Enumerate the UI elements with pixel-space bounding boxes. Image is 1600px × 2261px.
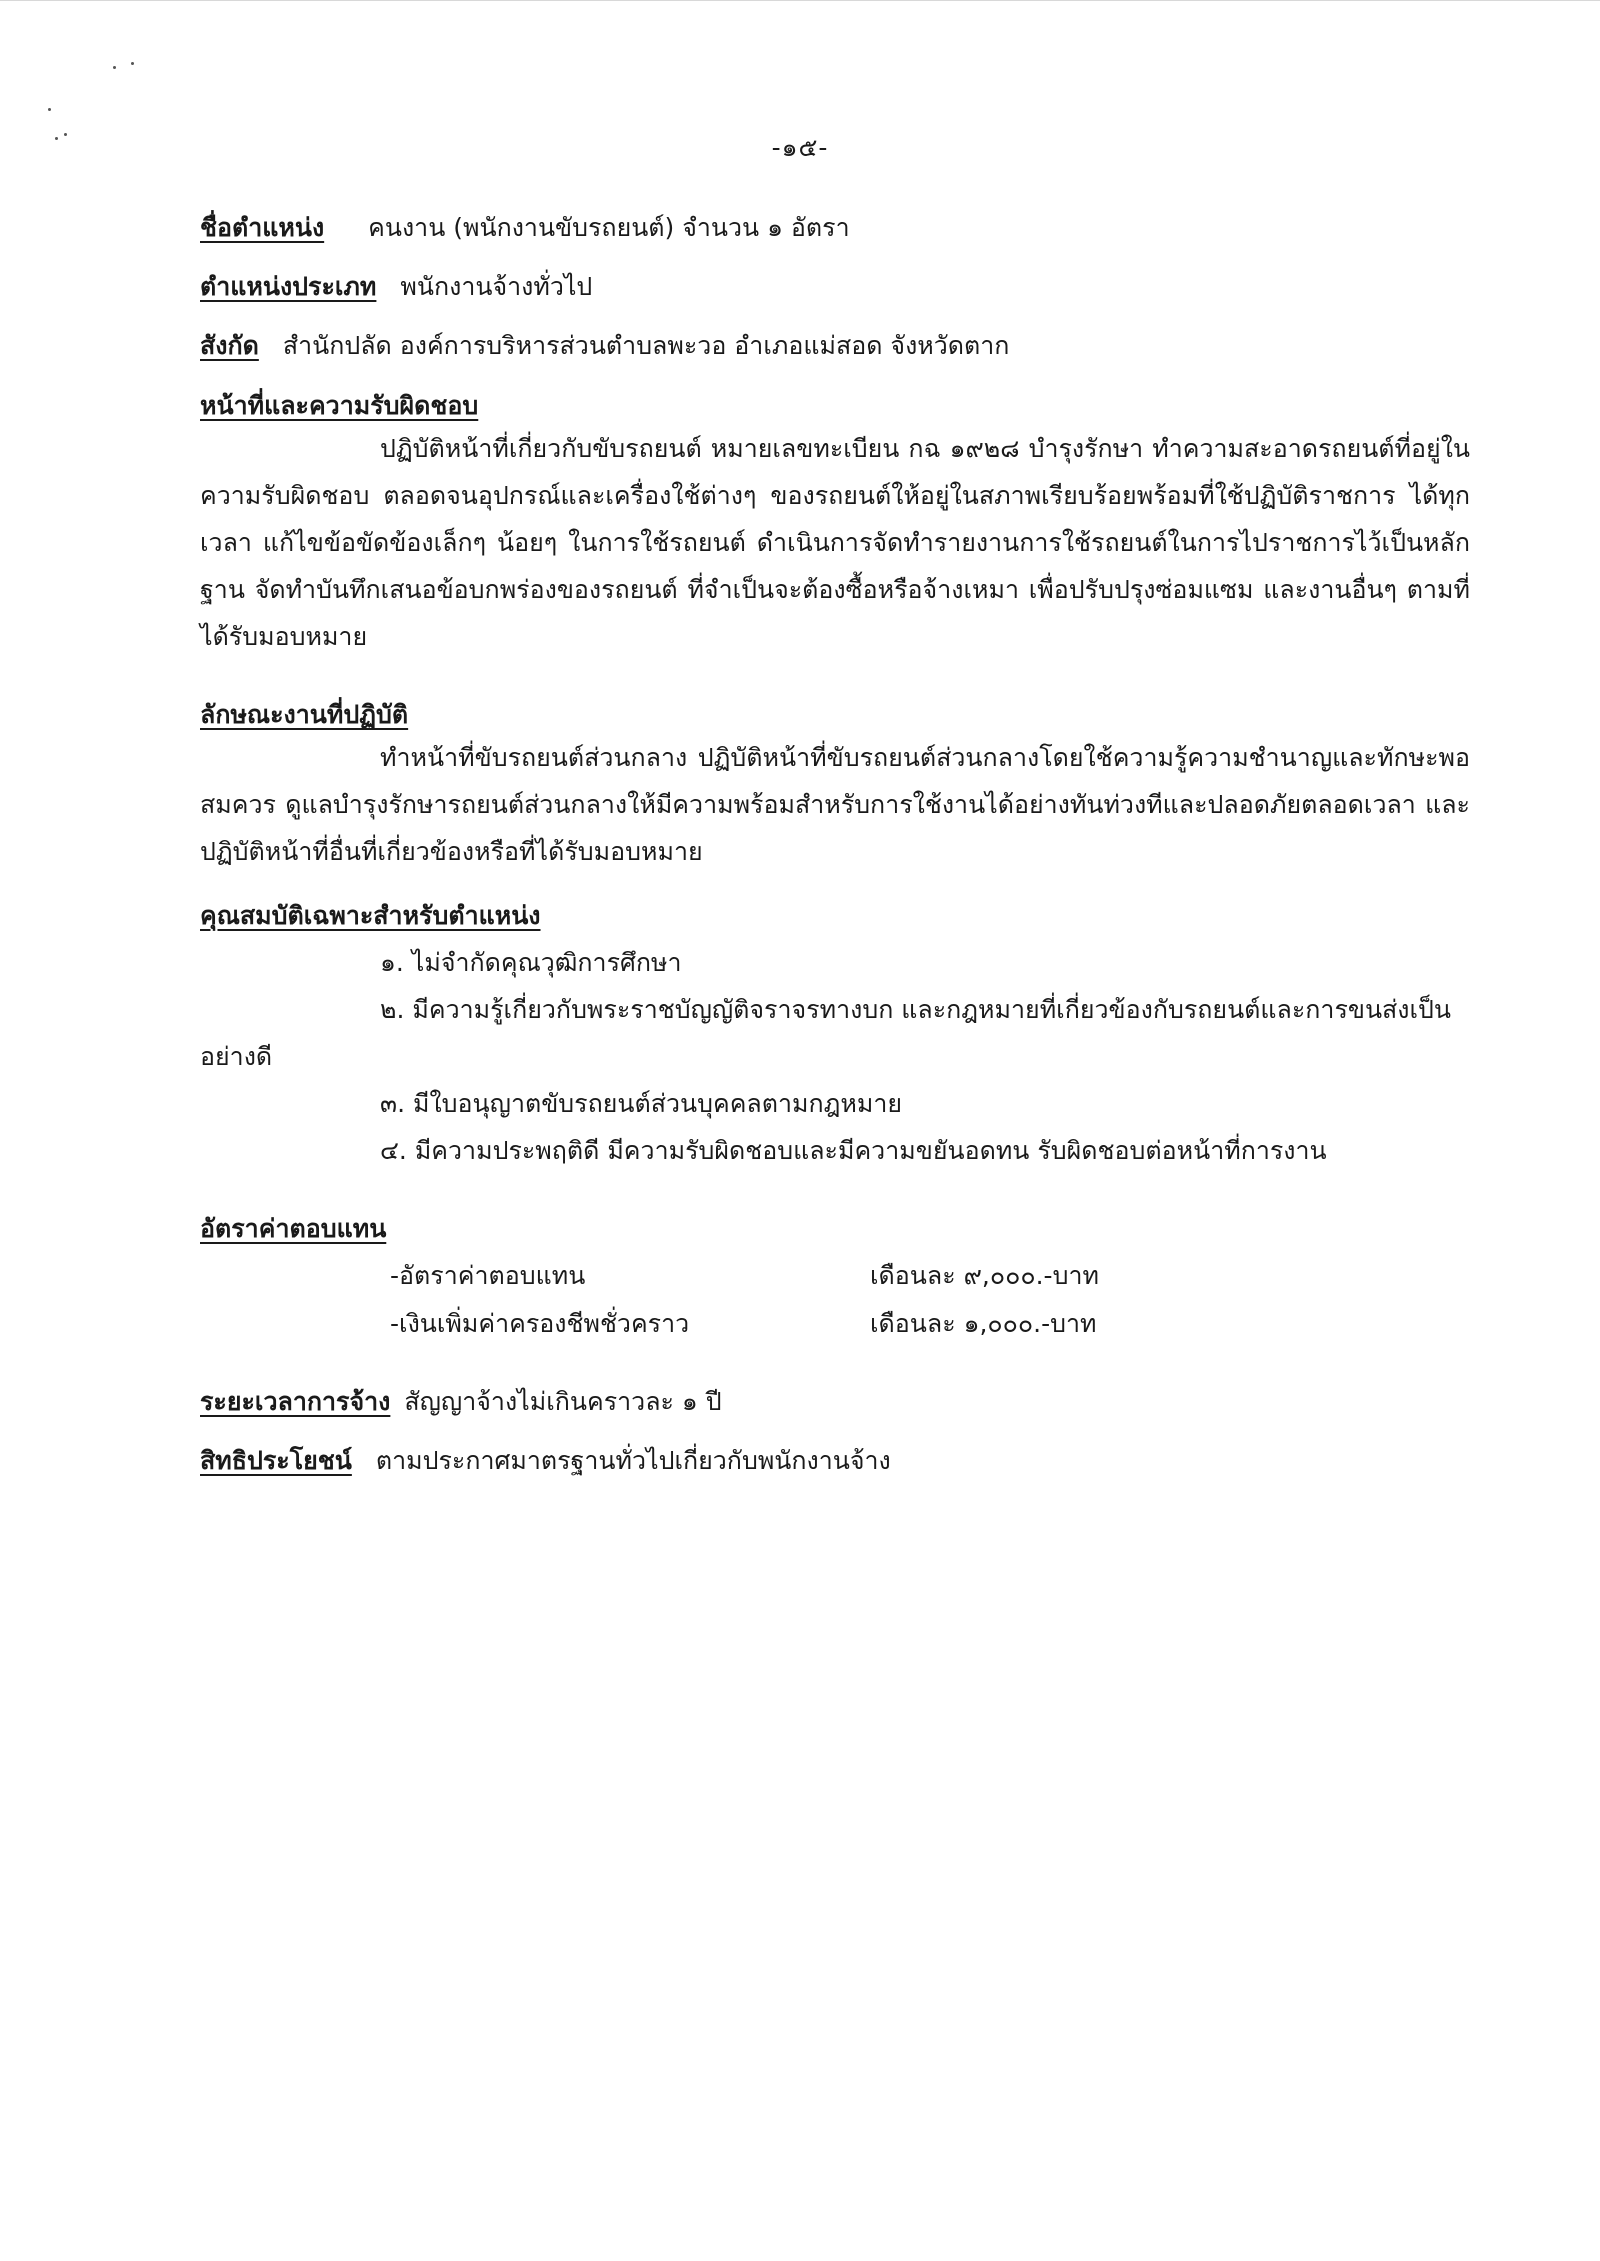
work-nature-section: [200, 698, 1470, 875]
affiliation-label: สังกัด: [200, 331, 259, 360]
compensation-label: -อัตราค่าตอบแทน: [390, 1261, 586, 1290]
work-nature-title: ลักษณะงานที่ปฏิบัติ: [200, 700, 409, 729]
position-type-value: พนักงานจ้างทั่วไป: [400, 272, 593, 301]
qualifications-section: [200, 899, 1470, 1174]
duties-title: หน้าที่และความรับผิดชอบ: [200, 391, 479, 420]
position-type-row: [200, 271, 1470, 303]
compensation-row: [390, 1300, 1470, 1348]
employment-period-label: ระยะเวลาการจ้าง: [200, 1387, 391, 1416]
work-nature-text: ทำหน้าที่ขับรถยนต์ส่วนกลาง ปฏิบัติหน้าที่ขับรถยนต์ส่วนกลางโดยใช้ความรู้ความชำนาญและทักษะพอสมควร ดูแลบำรุงรักษารถยนต์ส่วนกลางให้มีความพร้อมสำหรับการใช้งานได้อย่างทันท่วงทีและปลอดภัยตลอดเวลา และปฏิบัติหน้าที่อื่นที่เกี่ยวข้องหรือที่ได้รับมอบหมาย: [200, 743, 1470, 866]
scan-speck: [113, 66, 116, 69]
qualification-item: ๑. ไม่จำกัดคุณวุฒิการศึกษา: [380, 948, 682, 977]
qualification-item: ๓. มีใบอนุญาตขับรถยนต์ส่วนบุคคลตามกฎหมาย: [380, 1089, 903, 1118]
duties-section: [200, 389, 1470, 660]
scan-speck: [48, 108, 51, 111]
position-label: ชื่อตำแหน่ง: [200, 213, 325, 242]
position-row: [200, 212, 1470, 244]
compensation-table: [390, 1252, 1470, 1348]
scan-speck: [131, 62, 134, 65]
affiliation-row: [200, 330, 1470, 362]
affiliation-value: สำนักปลัด องค์การบริหารส่วนตำบลพะวอ อำเภอแม่สอด จังหวัดตาก: [282, 331, 1010, 360]
benefits-row: [200, 1445, 1470, 1477]
qualification-item: ๒. มีความรู้เกี่ยวกับพระราชบัญญัติจราจรทางบก และกฎหมายที่เกี่ยวข้องกับรถยนต์และการขนส่งเป็นอย่างดี: [200, 995, 1452, 1071]
position-value: คนงาน (พนักงานขับรถยนต์) จำนวน ๑ อัตรา: [368, 213, 850, 242]
benefits-label: สิทธิประโยชน์: [200, 1446, 352, 1475]
compensation-label: -เงินเพิ่มค่าครองชีพชั่วคราว: [390, 1309, 690, 1338]
compensation-amount: เดือนละ ๑,๐๐๐.-บาท: [870, 1309, 1097, 1338]
benefits-value: ตามประกาศมาตรฐานทั่วไปเกี่ยวกับพนักงานจ้าง: [375, 1446, 891, 1475]
page-number: -๑๕-: [771, 133, 829, 162]
compensation-title: อัตราค่าตอบแทน: [200, 1214, 387, 1243]
scan-edge: [0, 0, 1600, 5]
qualifications-list: [200, 939, 1470, 1174]
compensation-row: [390, 1252, 1470, 1300]
position-type-label: ตำแหน่งประเภท: [200, 272, 377, 301]
employment-period-row: [200, 1386, 1470, 1418]
document-body: [200, 212, 1470, 1504]
duties-text: ปฏิบัติหน้าที่เกี่ยวกับขับรถยนต์ หมายเลขทะเบียน กฉ ๑๙๒๘ บำรุงรักษา ทำความสะอาดรถยนต์ที่อยู่ในความรับผิดชอบ ตลอดจนอุปกรณ์และเครื่องใช้ต่างๆ ของรถยนต์ให้อยู่ในสภาพเรียบร้อยพร้อมที่ใช้ปฏิบัติราชการ ได้ทุกเวลา แก้ไขข้อขัดข้องเล็กๆ น้อยๆ ในการใช้รถยนต์ ดำเนินการจัดทำรายงานการใช้รถยนต์ในการไปราชการไว้เป็นหลักฐาน จัดทำบันทึกเสนอข้อบกพร่องของรถยนต์ ที่จำเป็นจะต้องซื้อหรือจ้างเหมา เพื่อปรับปรุงซ่อมแซม และงานอื่นๆ ตามที่ได้รับมอบหมาย: [200, 434, 1470, 651]
compensation-section: [200, 1212, 1470, 1348]
compensation-amount: เดือนละ ๙,๐๐๐.-บาท: [870, 1261, 1099, 1290]
employment-period-value: สัญญาจ้างไม่เกินคราวละ ๑ ปี: [404, 1387, 722, 1416]
qualification-item: ๔. มีความประพฤติดี มีความรับผิดชอบและมีความขยันอดทน รับผิดชอบต่อหน้าที่การงาน: [380, 1136, 1327, 1165]
qualifications-title: คุณสมบัติเฉพาะสำหรับตำแหน่ง: [200, 901, 541, 930]
